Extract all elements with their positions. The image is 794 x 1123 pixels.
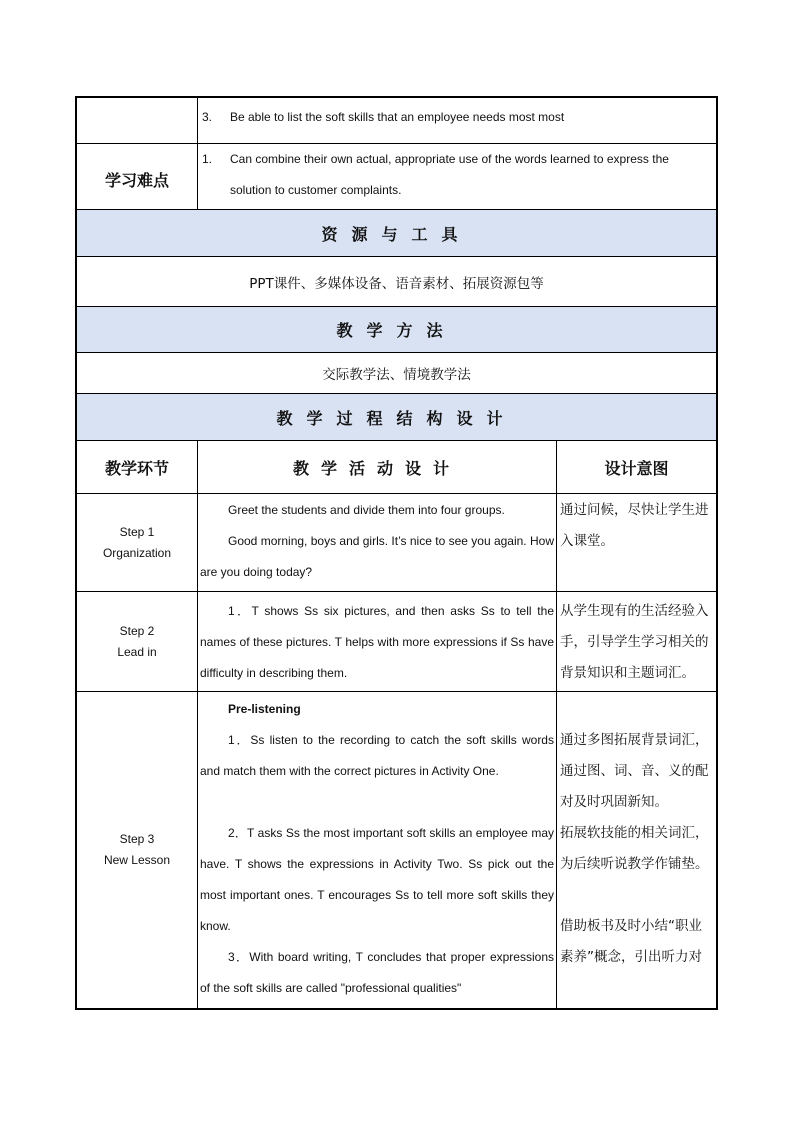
methods-row [77, 353, 716, 394]
difficulty-line-2: solution to customer complaints. [230, 183, 402, 197]
difficulty-line-1: Can combine their own actual, appropriate use of the words learned to express the [230, 152, 669, 166]
step1-label-cell [77, 494, 198, 591]
step2-name: Step 2 [119, 623, 155, 638]
step1-sub: Organization [102, 545, 172, 560]
step2-para-1: 1．T shows Ss six pictures, and then asks Ss to tell the names of these pictures. T helps with more expressions if Ss have difficulty in describing them. [200, 604, 554, 680]
step3-intent-2: 拓展软技能的相关词汇，为后续听说教学作铺垫。 [560, 825, 709, 872]
list-number: 3. [202, 110, 213, 124]
difficulty-label: 学习难点 [77, 144, 198, 209]
step3-row [77, 692, 716, 1008]
methods-title: 教学方法 [336, 321, 457, 340]
col-header-stage: 教学环节 [77, 441, 198, 493]
step2-intent-cell [557, 592, 716, 691]
difficulty-content-cell [198, 144, 716, 209]
step2-activity-cell [198, 592, 557, 691]
objectives-label-cell [77, 98, 198, 143]
difficulty-row [77, 144, 716, 210]
step3-intent-1: 通过多图拓展背景词汇，通过图、词、音、义的配对及时巩固新知。 [560, 732, 709, 810]
objective-text: Be able to list the soft skills that an employee needs most most [230, 110, 565, 124]
step1-row [77, 494, 716, 592]
col-header-intent: 设计意图 [604, 458, 669, 478]
step3-para-1: 1．Ss listen to the recording to catch the soft skills words and match them with the correct pictures in Activity One. [200, 733, 554, 778]
step1-activity-cell [198, 494, 557, 591]
step2-intent: 从学生现有的生活经验入手，引导学生学习相关的背景知识和主题词汇。 [560, 603, 709, 681]
list-number: 1. [202, 152, 213, 166]
step1-intent-cell [557, 494, 716, 591]
step1-para-1: Greet the students and divide them into four groups. [228, 503, 505, 517]
step2-row [77, 592, 716, 692]
resources-row [77, 257, 716, 307]
step3-activity-cell [198, 692, 557, 1008]
objectives-content-cell [198, 98, 716, 143]
process-header-row [77, 441, 716, 494]
process-title: 教学过程结构设计 [276, 408, 517, 428]
objectives-row [77, 98, 716, 144]
step1-intent: 通过问候，尽快让学生进入课堂。 [560, 502, 709, 549]
col-header-activity: 教学活动设计 [198, 441, 557, 493]
step1-name: Step 1 [119, 524, 155, 539]
resources-band [77, 210, 716, 257]
methods-content: 交际教学法、情境教学法 [322, 367, 471, 383]
step3-para-3: 3．With board writing, T concludes that proper expressions of the soft skills are called "professional qualities" [200, 950, 554, 995]
resources-title: 资源与工具 [321, 224, 472, 244]
step3-label-cell [77, 692, 198, 1008]
step2-label-cell [77, 592, 198, 691]
process-band [77, 394, 716, 441]
resources-content: PPT课件、多媒体设备、语音素材、拓展资源包等 [249, 275, 544, 292]
step3-name: Step 3 [119, 832, 155, 846]
step3-intent-cell [557, 692, 716, 1008]
lesson-plan-table [75, 96, 718, 1010]
step2-sub: Lead in [117, 644, 157, 659]
methods-band [77, 307, 716, 353]
step1-para-2: Good morning, boys and girls. It’s nice to see you again. How are you doing today? [200, 534, 554, 579]
step3-para-2: 2．T asks Ss the most important soft skills an employee may have. T shows the expressions in Activity Two. Ss pick out the most important ones. T encourages Ss to tell more soft skills they know. [200, 826, 554, 933]
step3-sub: New Lesson [103, 853, 171, 867]
step3-heading: Pre-listening [228, 702, 301, 716]
step3-intent-3: 借助板书及时小结“职业素养”概念，引出听力对 [560, 918, 702, 965]
